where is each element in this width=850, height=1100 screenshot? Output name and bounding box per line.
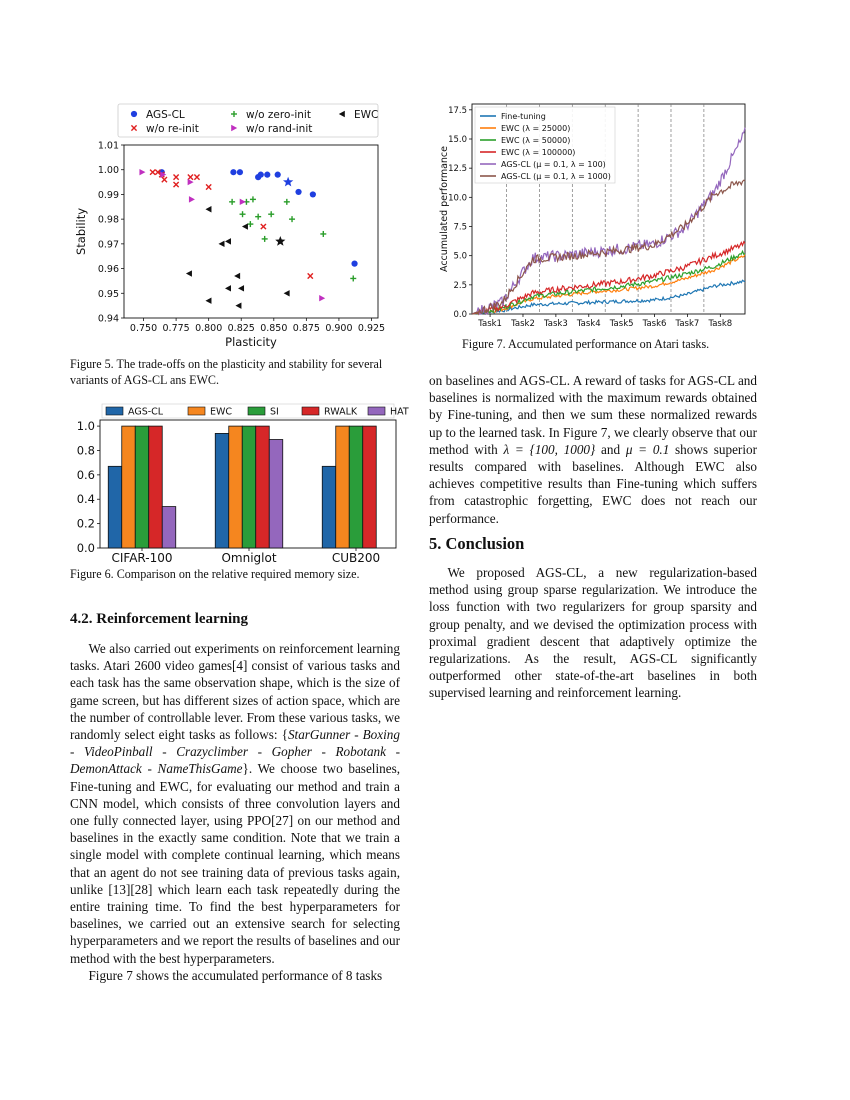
point-w-o-rand-init [189,196,195,202]
math-lambda: λ = {100, 1000} [503,441,596,457]
paragraph-rl-results [429,372,757,527]
right-column-text [429,372,757,527]
x-tick-label: 0.750 [129,323,158,334]
paragraph-rl-part-b: }. We choose two baselines, Fine-tuning and EWC, for evaluating our method and train a CNN model, which consists of three convolution layers and one fully connected layer, using PPO[27] on our method and baselines in the exactly same condition. Note that we train a single model with complete continual learning, which means that an agent do not see training data of previous tasks again, unlike [13][28] which learn each task repeatedly during the entire training time. To find the best hyperparameters for baselines, we carried out an extensive search for selecting hyperparameters and we report the results of baselines and our method with the best hyperparameters. [70,761,400,966]
y-tick-label: 0.97 [97,239,119,251]
point-ags-cl-star [283,177,293,187]
y-axis-label: Stability [74,207,88,256]
legend-label-fine-tuning: Fine-tuning [501,112,546,121]
conclusion-text [429,564,757,702]
x-tick-label: Omniglot [221,551,277,565]
bar-rwalk-cub200 [363,426,377,548]
legend-label-rwalk: RWALK [324,406,358,418]
figure-7-line-chart [436,100,750,332]
point-w-o-rand-init [319,295,325,301]
point-w-o-re-init [188,175,193,180]
legend-label-w-o-re-init: w/o re-init [146,123,199,135]
bar-hat-omniglot [269,440,283,548]
figure-7-caption: Figure 7. Accumulated performance on Atari tasks. [462,337,710,351]
paragraph-results-part-a: on baselines and AGS-CL. A reward of tasks for AGS-CL and baselines is normalized with the maximum rewards obtained by Fine-tuning, and then we sum these normalized rewards up to the learned task. In Figure 7, we clearly observe that our method with [429,373,757,457]
point-ags-cl [230,169,236,175]
figure-5-scatter-plot [68,100,398,352]
point-ags-cl [237,169,243,175]
point-ewc [218,241,224,247]
figure-6-bar-chart [68,402,409,566]
bar-ewc-cub200 [336,426,350,548]
y-tick-label: 0.2 [76,516,95,531]
x-tick-label: 0.925 [357,323,386,334]
x-tick-label: 0.825 [227,323,255,334]
x-tick-label: Task8 [708,319,733,329]
bar-rwalk-omniglot [256,426,270,548]
section-heading-reinforcement-learning: 4.2. Reinforcement learning [70,611,249,627]
y-tick-label: 10.0 [448,193,467,204]
y-tick-label: 0.4 [76,492,95,507]
bar-ags-cl-cub200 [322,466,336,548]
point-w-o-zero-init [247,221,253,227]
point-ewc [242,223,248,229]
point-ewc [225,238,231,244]
legend-label-si: SI [270,406,279,418]
y-tick-label: 12.5 [448,164,467,175]
y-tick-label: 0.99 [97,189,119,201]
point-ags-cl [310,191,316,197]
x-tick-label: CIFAR-100 [111,551,173,565]
y-tick-label: 0.6 [76,467,95,482]
x-tick-label: Task6 [642,319,667,329]
legend-label-hat: HAT [390,406,409,418]
math-mu: μ = 0.1 [625,441,670,457]
point-ewc [225,285,231,291]
point-w-o-rand-init [139,169,145,175]
point-ags-cl [295,189,301,195]
point-ewc [284,290,290,296]
legend-label-ags-cl: AGS-CL [146,109,185,121]
x-tick-label: CUB200 [331,551,381,565]
x-tick-label: 0.775 [162,323,190,334]
x-tick-label: Task1 [478,319,502,329]
bar-hat-cifar-100 [162,507,176,548]
point-ewc [205,206,211,212]
paragraph-rl-part-a: We also carried out experiments on reinforcement learning tasks. Atari 2600 video games[4] consist of various tasks and each task has the same observation shape, which is the size of game screen, but has different sizes of action space, which are the number of controllable lever. From these various tasks, we randomly select eight tasks as follows: { [70,641,400,743]
point-w-o-re-init [261,224,266,229]
point-w-o-zero-init [262,236,268,242]
x-tick-label: 0.900 [325,323,353,334]
legend-swatch-ags-cl [106,407,123,415]
legend-marker-ags-cl [131,111,137,117]
point-w-o-re-init [174,175,179,180]
y-tick-label: 0.95 [97,288,119,300]
x-tick-label: 0.850 [260,323,288,334]
y-tick-label: 17.5 [448,105,467,116]
point-ewc [238,285,244,291]
bar-ewc-cifar-100 [122,426,136,548]
left-column-text [70,640,400,984]
x-tick-label: Task2 [511,319,535,329]
bar-si-cub200 [349,426,363,548]
y-tick-label: 5.0 [453,251,467,262]
legend-label-ewc: EWC [354,109,379,121]
y-tick-label: 0.98 [97,214,119,226]
legend-swatch-si [248,407,265,415]
point-ewc [205,298,211,304]
y-tick-label: 0.8 [76,443,95,458]
y-tick-label: 0.0 [453,310,467,320]
bar-rwalk-cifar-100 [149,426,163,548]
paragraph-results-mid: and [595,441,626,457]
legend-swatch-hat [368,407,385,415]
point-w-o-zero-init [250,196,256,202]
bar-si-omniglot [242,426,256,548]
point-w-o-zero-init [350,275,356,281]
x-tick-label: 0.800 [195,323,223,334]
point-w-o-zero-init [240,211,246,217]
legend-label-ewc-50000: EWC (λ = 50000) [501,136,571,145]
bar-ags-cl-cifar-100 [108,466,122,548]
y-tick-label: 1.01 [97,140,119,152]
point-ags-cl [275,172,281,178]
point-w-o-zero-init [320,231,326,237]
legend-label-w-o-rand-init: w/o rand-init [246,123,313,135]
point-w-o-re-init [206,184,211,189]
bar-ags-cl-omniglot [215,433,229,548]
paragraph-figure7-intro: Figure 7 shows the accumulated performance of 8 tasks [88,967,383,983]
legend-label-ags-cl-0-1-1000: AGS-CL (μ = 0.1, λ = 1000) [501,172,611,181]
figure-5-caption: Figure 5. The trade-offs on the plasticity and stability for several variants of AGS-CL ans EWC. [70,357,383,387]
y-tick-label: 2.5 [453,280,467,291]
point-ags-cl [351,261,357,267]
point-w-o-zero-init [268,211,274,217]
point-ewc [186,270,192,276]
x-tick-label: Task5 [609,319,634,329]
legend-label-ewc-100000: EWC (λ = 100000) [501,148,576,157]
point-w-o-zero-init [289,216,295,222]
point-ewc [235,302,241,308]
point-w-o-re-init [174,182,179,187]
y-tick-label: 0.0 [76,541,95,555]
atari-game-list: StarGunner - Boxing - VideoPinball - Crazyclimber - Gopher - Robotank - DemonAttack - NameThisGame [70,727,400,777]
legend-label-ags-cl-0-1-100: AGS-CL (μ = 0.1, λ = 100) [501,160,606,169]
legend-swatch-ewc [188,407,205,415]
point-ewc-star [275,236,285,246]
y-tick-label: 7.5 [453,222,467,233]
point-w-o-rand-init [240,199,246,205]
y-tick-label: 1.0 [76,419,95,434]
legend-swatch-rwalk [302,407,319,415]
x-axis-label: Plasticity [225,335,277,349]
point-w-o-re-init [162,177,167,182]
point-ags-cl [264,172,270,178]
point-w-o-re-init [150,170,155,175]
x-tick-label: 0.875 [292,323,320,334]
y-axis-label: Accumulated performance [439,146,450,272]
section-heading-conclusion: 5. Conclusion [429,534,525,553]
x-tick-label: Task7 [675,319,700,329]
y-tick-label: 0.94 [97,313,119,325]
paragraph-rl-experiments [70,640,400,967]
point-w-o-zero-init [229,199,235,205]
point-w-o-zero-init [255,214,261,220]
legend-label-ewc: EWC [210,406,233,418]
legend-label-ewc-25000: EWC (λ = 25000) [501,124,571,133]
paragraph-conclusion: We proposed AGS-CL, a new regularization-based method using group sparse regularization. We introduce the loss function with two regularizers for group sparsity and group penalty, and we devised the optimization process with proximal gradient descent that adaptively optimize the regularizations. As the result, AGS-CL significantly outperformed other state-of-the-art baselines in both supervised learning and reinforcement learning. [429,565,757,701]
figure-6-caption: Figure 6. Comparison on the relative required memory size. [70,567,360,581]
point-ewc [234,273,240,279]
y-tick-label: 15.0 [448,135,467,145]
y-tick-label: 0.96 [97,264,119,276]
y-tick-label: 1.00 [97,165,119,177]
x-tick-label: Task3 [543,319,568,329]
legend-label-w-o-zero-init: w/o zero-init [246,109,311,121]
x-tick-label: Task4 [576,319,601,329]
bar-ewc-omniglot [229,426,243,548]
legend-label-ags-cl: AGS-CL [128,406,164,418]
point-w-o-re-init [194,175,199,180]
point-ags-cl [258,172,264,178]
paragraph-results-part-b: shows superior results compared with baselines. Although EWC also achieves competitive results than Fine-tuning which suffers from catastrophic forgetting, EWC does not reach our performance. [429,441,757,526]
point-w-o-re-init [308,273,313,278]
bar-si-cifar-100 [135,426,149,548]
point-w-o-zero-init [284,199,290,205]
